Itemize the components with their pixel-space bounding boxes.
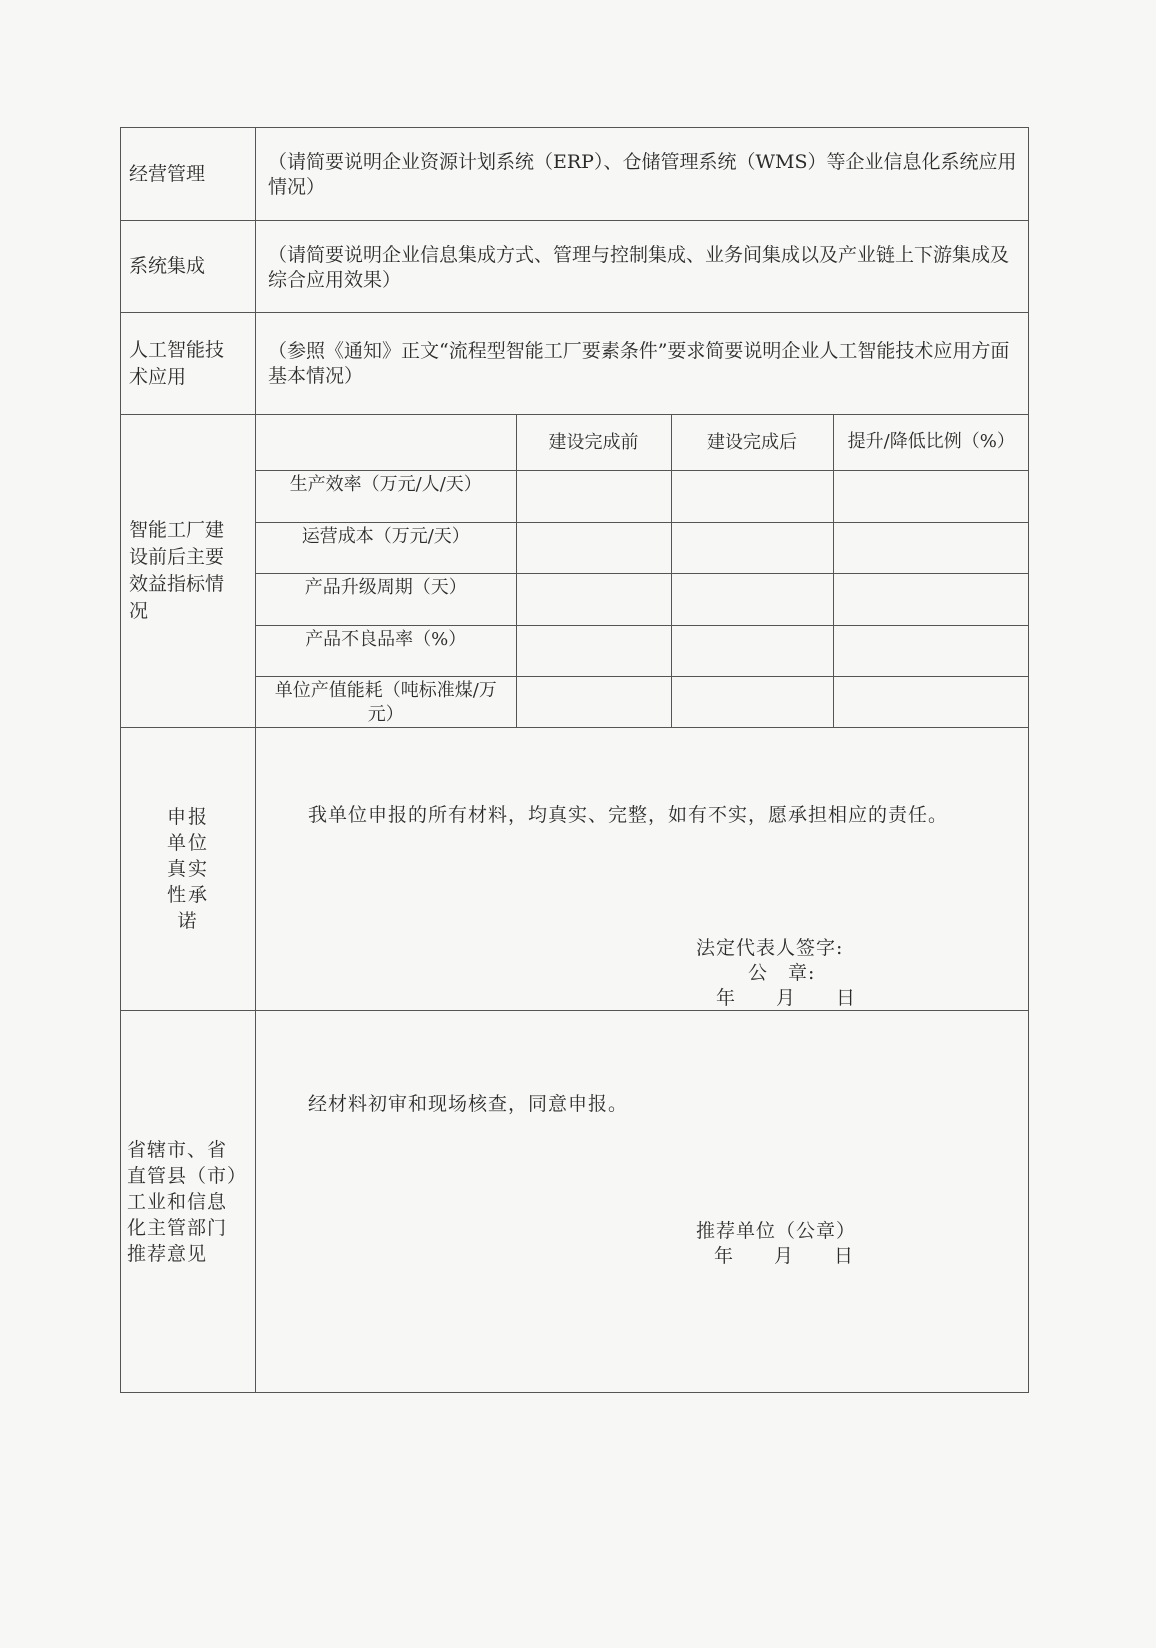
metric-ratio-value[interactable] [833, 676, 1029, 727]
legal-representative-signature-label: 法定代表人签字: [696, 937, 844, 959]
metric-ratio-value[interactable] [833, 470, 1029, 522]
integration-description: （请简要说明企业信息集成方式、管理与控制集成、业务间集成以及产业链上下游集成及综合应用效果） [256, 221, 1029, 313]
row-ai [121, 313, 1029, 415]
metric-after-value[interactable] [671, 625, 833, 676]
metrics-row [256, 470, 1029, 522]
pledge-cell [256, 728, 1029, 1011]
metrics-row [256, 573, 1029, 625]
application-form-table [120, 127, 1029, 1393]
metrics-header-before: 建设完成前 [516, 415, 671, 470]
metrics-header-blank [256, 415, 516, 470]
metrics-row [256, 522, 1029, 573]
recommend-date-label: 年 月 日 [714, 1245, 855, 1267]
metric-name: 产品不良品率（%） [256, 625, 516, 676]
pledge-label: 申报单位真实性承诺 [121, 728, 256, 1011]
recommend-cell [256, 1011, 1029, 1393]
metric-after-value[interactable] [671, 470, 833, 522]
recommending-unit-label: 推荐单位（公章） [696, 1220, 857, 1242]
metric-before-value[interactable] [516, 676, 671, 727]
row-integration [121, 221, 1029, 313]
integration-label: 系统集成 [121, 221, 256, 313]
metric-name: 单位产值能耗（吨标准煤/万元） [256, 676, 516, 727]
pledge-date-label: 年 月 日 [716, 987, 857, 1009]
metric-after-value[interactable] [671, 573, 833, 625]
recommend-opinion: 经材料初审和现场核查，同意申报。 [308, 1093, 629, 1115]
metric-after-value[interactable] [671, 522, 833, 573]
ai-description: （参照《通知》正文“流程型智能工厂要素条件”要求简要说明企业人工智能技术应用方面基本情况） [256, 313, 1029, 415]
metrics-header-ratio: 提升/降低比例（%） [833, 415, 1029, 470]
metric-name: 生产效率（万元/人/天） [256, 470, 516, 522]
pledge-statement: 我单位申报的所有材料，均真实、完整，如有不实，愿承担相应的责任。 [308, 804, 949, 826]
recommend-signature-block [696, 1219, 856, 1269]
metric-before-value[interactable] [516, 522, 671, 573]
metric-ratio-value[interactable] [833, 573, 1029, 625]
metric-name: 产品升级周期（天） [256, 573, 516, 625]
metric-before-value[interactable] [516, 470, 671, 522]
management-label: 经营管理 [121, 128, 256, 221]
ai-label: 人工智能技术应用 [121, 313, 256, 415]
metrics-header-after: 建设完成后 [671, 415, 833, 470]
row-metrics [121, 415, 1029, 728]
metric-ratio-value[interactable] [833, 625, 1029, 676]
row-management [121, 128, 1029, 221]
metrics-table [256, 415, 1029, 727]
metrics-header-row [256, 415, 1029, 470]
metrics-row [256, 676, 1029, 727]
metrics-row [256, 625, 1029, 676]
pledge-signature-block [696, 936, 856, 1011]
row-recommend [121, 1011, 1029, 1393]
row-pledge [121, 728, 1029, 1011]
metric-before-value[interactable] [516, 625, 671, 676]
metrics-cell [256, 415, 1029, 728]
metric-after-value[interactable] [671, 676, 833, 727]
metric-ratio-value[interactable] [833, 522, 1029, 573]
recommend-label: 省辖市、省直管县（市）工业和信息化主管部门推荐意见 [121, 1011, 256, 1393]
metric-name: 运营成本（万元/天） [256, 522, 516, 573]
management-description: （请简要说明企业资源计划系统（ERP）、仓储管理系统（WMS）等企业信息化系统应用情况） [256, 128, 1029, 221]
metrics-label: 智能工厂建设前后主要效益指标情况 [121, 415, 256, 728]
seal-label: 公 章: [748, 962, 816, 984]
metric-before-value[interactable] [516, 573, 671, 625]
